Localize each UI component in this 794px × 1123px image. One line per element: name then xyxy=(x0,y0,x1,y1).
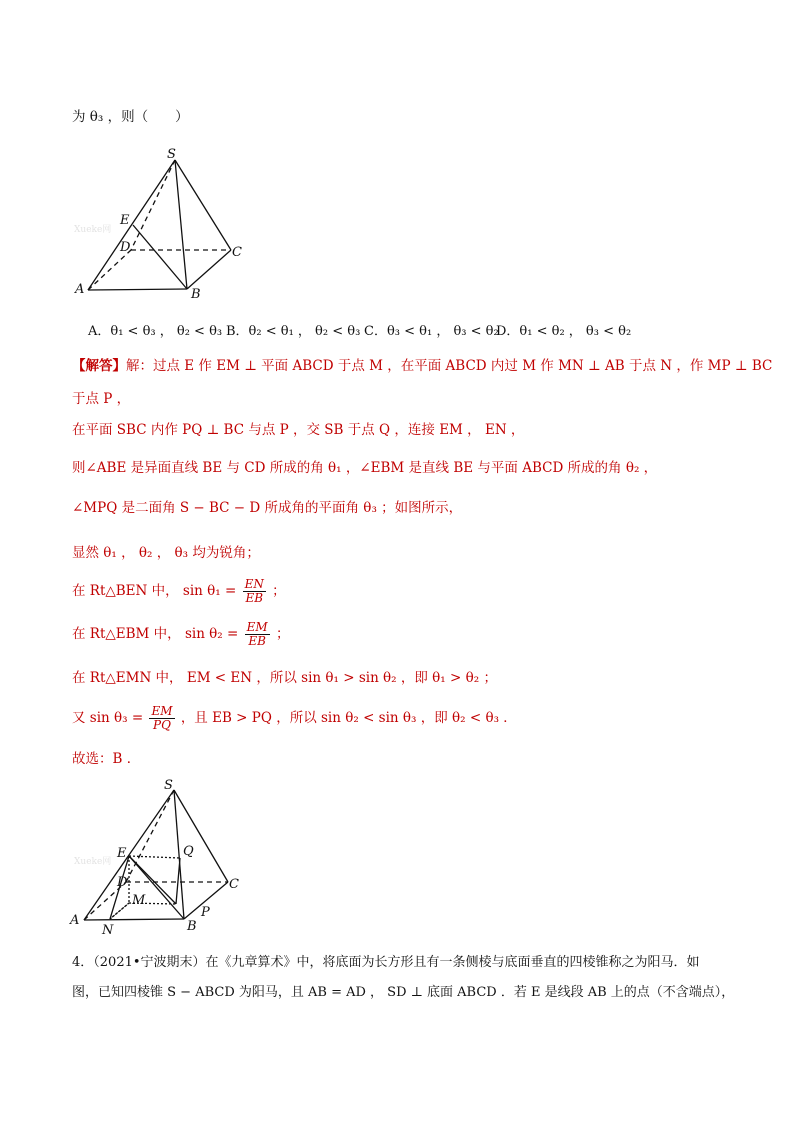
frac8-den: EB xyxy=(248,634,266,648)
label2-P: P xyxy=(201,905,210,920)
label2-D: D xyxy=(117,875,128,890)
label2-E: E xyxy=(117,846,127,861)
label2-Q: Q xyxy=(183,844,194,859)
line10-pre: 又 sin θ₃ = xyxy=(72,710,144,726)
label-B: B xyxy=(191,287,201,302)
label2-N: N xyxy=(102,923,114,938)
edge-EB xyxy=(133,225,187,289)
frac7-num: EN xyxy=(244,577,264,591)
problem4-line-1: 4．（2021•宁波期末）在《九章算术》中，将底面为长方形且有一条侧棱与底面垂直的四棱锥称之为阳马．如 xyxy=(72,955,700,970)
solution-line-6: 显然 θ₁ ， θ₂ ， θ₃ 均为锐角； xyxy=(72,545,260,561)
edge-BC xyxy=(187,250,231,289)
solution-line-10 xyxy=(72,705,517,732)
edge-SA xyxy=(88,160,175,290)
line8-pre: 在 Rt△EBM 中， sin θ₂ = xyxy=(72,626,239,642)
solution-line-3: 在平面 SBC 内作 PQ ⊥ BC 与点 P ，交 SB 于点 Q ，连接 EM ， EN ， xyxy=(72,422,525,438)
watermark-2: Xueke网 xyxy=(74,857,112,867)
label-C: C xyxy=(232,245,242,260)
solution-line-9: 在 Rt△EMN 中， EM < EN ，所以 sin θ₁ > sin θ₂ ，即 θ₁ > θ₂ ； xyxy=(72,670,497,686)
question-tail-line: 为 θ₃ ，则（ ） xyxy=(72,109,189,125)
solution-line-8 xyxy=(72,621,289,648)
fraction-en-eb xyxy=(243,578,266,605)
label2-S: S xyxy=(164,778,173,793)
frac10-den: PQ xyxy=(153,718,171,732)
solution-line-5: ∠MPQ 是二面角 S − BC − D 所成角的平面角 θ₃ ；如图所示， xyxy=(72,500,463,516)
line7-post: ； xyxy=(272,583,286,599)
solution-text-1: 解：过点 E 作 EM ⊥ 平面 ABCD 于点 M ，在平面 ABCD 内过 M 作 MN ⊥ AB 于点 N ，作 MP ⊥ BC xyxy=(126,358,773,374)
solution-line-2: 于点 P ， xyxy=(72,391,131,407)
label2-C: C xyxy=(229,877,239,892)
solution-line-7 xyxy=(72,578,286,605)
label-E: E xyxy=(120,213,130,228)
edge-SD xyxy=(131,160,175,250)
frac8-num: EM xyxy=(246,620,268,634)
edge-AB xyxy=(88,289,187,290)
line8-post: ； xyxy=(275,626,290,642)
watermark-1: Xueke网 xyxy=(74,225,112,235)
problem4-line-2: 图，已知四棱锥 S − ABCD 为阳马，且 AB = AD ， SD ⊥ 底面 ABCD ．若 E 是线段 AB 上的点（不含端点）， xyxy=(72,985,735,1000)
line10-post: ，且 EB > PQ ，所以 sin θ₂ < sin θ₃ ，即 θ₂ < θ₃ ． xyxy=(180,710,517,726)
frac10-num: EM xyxy=(151,704,173,718)
option-c: C．θ₃ < θ₁ ， θ₃ < θ₂ xyxy=(364,324,499,339)
solution-line-4: 则∠ABE 是异面直线 BE 与 CD 所成的角 θ₁ ，∠EBM 是直线 BE 与平面 ABCD 所成的角 θ₂ ， xyxy=(72,460,658,476)
edge-AD xyxy=(88,250,131,290)
edge-SC xyxy=(175,160,231,250)
frac7-den: EB xyxy=(245,591,264,605)
label-A: A xyxy=(75,282,85,297)
label-D: D xyxy=(120,240,131,255)
option-d: D．θ₁ < θ₂ ， θ₃ < θ₂ xyxy=(496,324,632,339)
label2-B: B xyxy=(187,919,197,934)
label-S: S xyxy=(167,147,176,162)
line7-pre: 在 Rt△BEN 中， sin θ₁ = xyxy=(72,583,237,599)
option-b: B．θ₂ < θ₁ ， θ₂ < θ₃ xyxy=(226,324,361,339)
label2-A: A xyxy=(70,913,80,928)
fraction-em-eb xyxy=(245,621,270,648)
solution-line-1 xyxy=(72,357,772,375)
fraction-em-pq xyxy=(149,705,174,732)
edge-SB xyxy=(175,160,187,289)
option-a: A．θ₁ < θ₃ ， θ₂ < θ₃ xyxy=(88,324,223,339)
solution-line-11: 故选：B ． xyxy=(72,751,141,767)
solution-tag: 【解答】 xyxy=(72,358,126,374)
label2-M: M xyxy=(132,893,146,908)
